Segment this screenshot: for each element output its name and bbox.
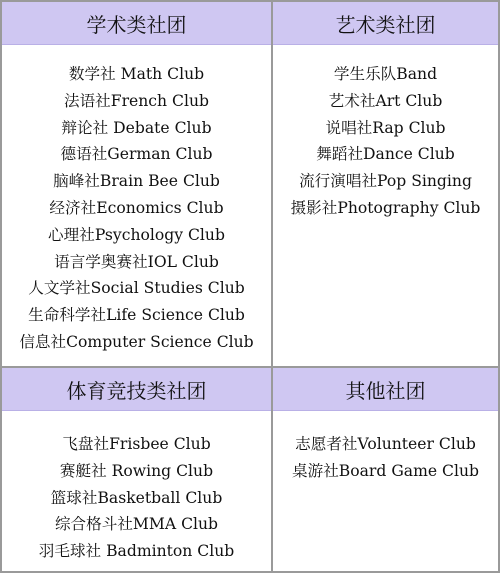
list-item: 生命科学社Life Science Club	[28, 306, 245, 325]
list-item: 数学社 Math Club	[68, 65, 205, 83]
list-item: 信息社Computer Science Club	[19, 332, 254, 351]
list-item: 舞蹈社Dance Club	[316, 145, 455, 164]
section-header: 艺术类社团	[273, 2, 498, 45]
club-list	[2, 45, 271, 356]
list-item: 羽毛球社 Badminton Club	[38, 542, 235, 561]
list-item: 德语社German Club	[60, 145, 213, 164]
section-arts	[273, 2, 498, 368]
list-item: 综合格斗社MMA Club	[54, 515, 219, 534]
list-item: 摄影社Photography Club	[290, 198, 481, 217]
list-item: 说唱社Rap Club	[325, 118, 446, 137]
list-item: 学生乐队Band	[333, 65, 438, 83]
list-item: 法语社French Club	[63, 91, 209, 110]
list-item: 流行演唱社Pop Singing	[299, 172, 472, 191]
section-sports	[2, 368, 273, 571]
list-item: 辩论社 Debate Club	[61, 118, 212, 137]
list-item: 赛艇社 Rowing Club	[59, 461, 214, 480]
list-item: 飞盘社Frisbee Club	[62, 435, 211, 453]
list-item: 人文学社Social Studies Club	[28, 279, 245, 298]
section-academic	[2, 2, 273, 368]
section-other	[273, 368, 498, 571]
list-item: 艺术社Art Club	[328, 91, 443, 110]
list-item: 语言学奥赛社IOL Club	[54, 252, 219, 271]
list-item: 心理社Psychology Club	[48, 225, 225, 244]
list-item: 脑峰社Brain Bee Club	[53, 172, 220, 191]
list-item: 桌游社Board Game Club	[292, 461, 479, 480]
list-item: 经济社Economics Club	[49, 198, 224, 217]
section-header: 其他社团	[273, 368, 498, 411]
section-header: 学术类社团	[2, 2, 271, 45]
club-list	[273, 45, 498, 222]
section-header: 体育竞技类社团	[2, 368, 271, 411]
list-item: 志愿者社Volunteer Club	[295, 435, 476, 453]
list-item: 篮球社Basketball Club	[50, 488, 223, 507]
club-list	[273, 411, 498, 485]
club-list	[2, 411, 271, 565]
